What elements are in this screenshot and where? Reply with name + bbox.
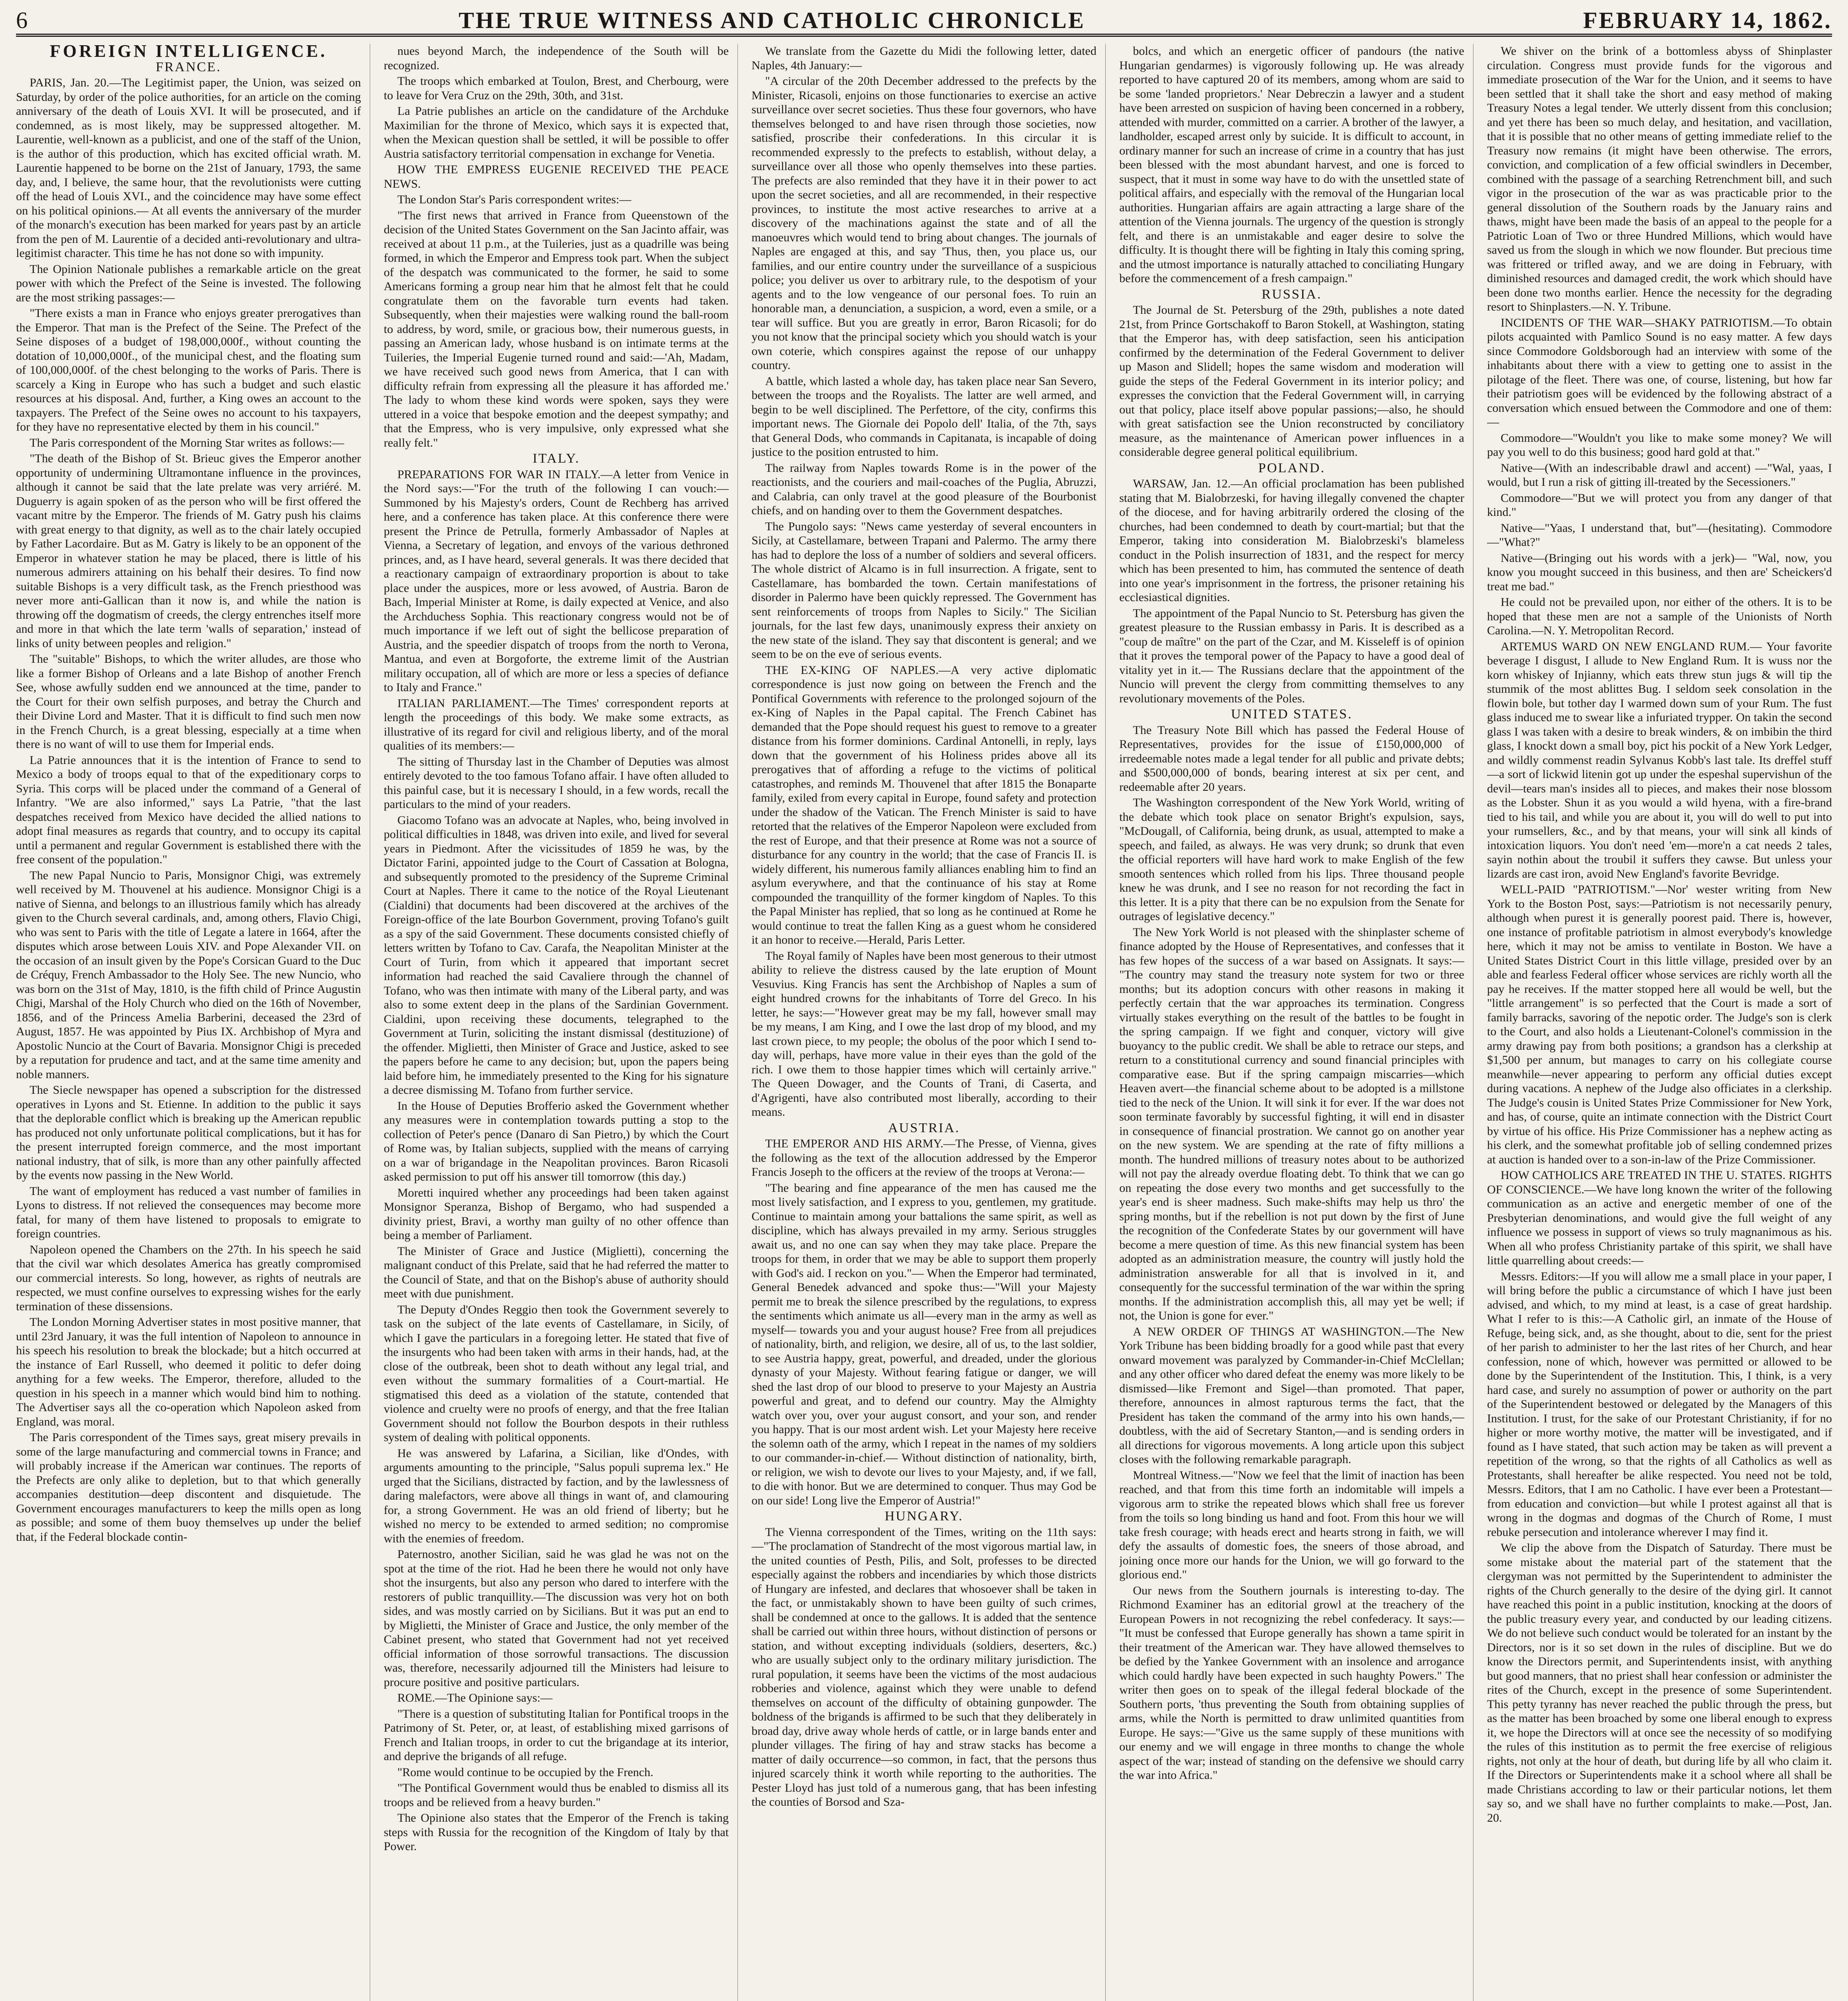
article-paragraph: "The bearing and fine appearance of the men has caused me the most lively satisfaction, and I express to you, gentlemen, my gratitude. Continue to maintain among your battalions the same spirit, as well as discipline, which has always prevailed in my army. Serious struggles await us, and no one can say when they may take place. Prepare the troops for them, in order that we may be able to support them properly with God's aid. I reckon on you."— When the Emperor had terminated, General Benedek advanced and spoke thus:—"Will your Majesty permit me to break the silence prescribed by the regulations, to express the sentiments which animate us all—every man in the army as well as myself— towards you and your august house? Free from all prejudices of nationality, birth, and religion, we desire, all of us, to the last soldier, to see Austria happy, great, powerful, and dreaded, under the glorious dynasty of your Majesty. Without fearing fatigue or danger, we will shed the last drop of our blood to preserve to your Majesty an Austria powerful and great, and to defend our country. May the Almighty watch over you, over your august consort, and your son, and render you happy. That is our most ardent wish. Let your Majesty here receive the solemn oath of the army, which I repeat in the names of my soldiers to our commander-in-chief.— Without distinction of nationality, birth, or religion, we wish to devote our lives to your Majesty, and, if we fall, to die with honor. But we are determined to conquer. Thus may God be on our side! Long live the Emperor of Austria!" <box>752 1181 1096 1507</box>
section-subheading: ITALY. <box>533 451 580 466</box>
article-paragraph: Napoleon opened the Chambers on the 27th. In his speech he said that the civil war which desolates America has greatly compromised our commercial interests. So long, however, as rights of neutrals are respected, we must confine ourselves to expressing wishes for the early termination of these dissensions. <box>16 1243 361 1313</box>
article-paragraph: The London Star's Paris correspondent writes:— <box>397 193 631 206</box>
article-paragraph: "The first news that arrived in France from Queenstown of the decision of the United States Government on the San Jacinto affair, was received at about 11 p.m., at the Tuileries, just as a quadrille was being formed, in which the Emperor and Empress took part. When the subject of the despatch was communicated to the former, he said to some Americans forming a group near him that he almost felt that he could congratulate them on the favorable turn events had taken. Subsequently, when their majesties were walking round the ball-room to address, by word, smile, or gracious bow, their numerous guests, in passing an American lady, whose husband is on intimate terms at the Tuileries, the Imperial Eugenie turned round and said:—'Ah, Madam, we have received such good news from America, that I can with difficulty refrain from expressing all the pleasure it has afforded me.' The lady to whom these kind words were spoken, says they were uttered in a voice that bespoke emotion and the deepest sympathy; and that the Empress, who is very impulsive, only expressed what she really felt." <box>384 209 729 449</box>
article-paragraph: PARIS, Jan. 20.—The Legitimist paper, the Union, was seized on Saturday, by order of the police authorities, for an article on the coming anniversary of the death of Louis XVI. It will be prosecuted, and if condemned, as is most likely, may be suppressed altogether. M. Laurentie, well-known as a publicist, and one of the staff of the Union, is the author of this production, which has excited official wrath. M. Laurentie happened to be borne on the 21st of January, 1793, the same day, and, I believe, the same hour, that the revolutionists were cutting off the head of Louis XVI., and the coincidence may have some effect on his political opinions.— At all events the anniversary of the murder of the monarch's execution has been marked for years past by an article from the pen of M. Laurentie of a decided anti-revolutionary and ultra-legitimist character. This time he has not done so with impunity. <box>16 76 361 260</box>
article-paragraph: Moretti inquired whether any proceedings had been taken against Monsignor Speranza, Bishop of Bergamo, who had suspended a divinity priest, Bravi, a worthy man guilty of no other offence than being a member of Parliament. <box>384 1186 729 1242</box>
column-5 <box>1487 44 1832 2001</box>
article-paragraph: HOW CATHOLICS ARE TREATED IN THE U. STATES. RIGHTS OF CONSCIENCE.—We have long known the writer of the following communication as an active and energetic member of one of the Presbyterian denominations, and would give the full weight of any influence we possess in support of views so truly magnanimous as his. When all who profess Christianity partake of this spirit, we shall have little quarrelling about creeds:— <box>1487 1169 1832 1267</box>
article-paragraph: The appointment of the Papal Nuncio to St. Petersburg has given the greatest pleasure to the Russian embassy in Paris. It is described as a "coup de maître" on the part of the Czar, and M. Kisseleff is of opinion that it proves the temporal power of the Papacy to have a good deal of vitality yet in it.— The Russians declare that the appointment of the Nuncio will prevent the clergy from committing themselves to any revolutionary movements of the Poles. <box>1119 606 1464 705</box>
article-paragraph: Native—(With an indescribable drawl and accent) —"Wal, yaas, I would, but I run a risk of gitting ill-treated by the Secessioners." <box>1487 461 1832 489</box>
article-paragraph: The Siecle newspaper has opened a subscription for the distressed operatives in Lyons and St. Etienne. In addition to the public it says that the deplorable conflict which is breaking up the American republic has produced not only unfortunate political complications, but it has for the present interrupted foreign commerce, and the most important national industry, that of silk, is more than any other painfully affected by the events now passing in the New World. <box>16 1083 361 1182</box>
article-paragraph: ITALIAN PARLIAMENT.—The Times' correspondent reports at length the proceedings of this body. We make some extracts, as illustrative of its regard for civil and religious liberty, and of the moral qualities of its members:— <box>384 696 729 752</box>
article-paragraph: THE EMPEROR AND HIS ARMY.—The Presse, of Vienna, gives the following as the text of the allocution addressed by the Emperor Francis Joseph to the officers at the review of the troops at Verona:— <box>752 1137 1096 1179</box>
article-paragraph: WARSAW, Jan. 12.—An official proclamation has been published stating that M. Bialobrzeski, for having illegally convened the chapter of the diocese, and for having arbitrarily ordered the closing of the churches, had been condemned to death by court-martial; but that the Emperor, taking into consideration M. Bialobrzeski's blameless conduct in the Polish insurrection of 1831, and the respect for mercy which has been presented to him, has commuted the sentence of death into one year's imprisonment in the fortress, the prisoner retaining his ecclesiastical dignities. <box>1119 477 1464 604</box>
article-paragraph: A NEW ORDER OF THINGS AT WASHINGTON.—The New York Tribune has been bidding broadly for a good while past that every onward movement was paralyzed by Commander-in-Chief McClellan; and any other officer who dared defeat the enemy was more likely to be dismissed—like Fremont and Sigel—than promoted. That paper, therefore, announces in almost rapturous terms the fact, that the President has taken the command of the army into his own hands,—doubtless, with the aid of Secretary Stanton,—and is sending orders in all directions for vigorous movements. A long article upon this subject closes with the following remarkable paragraph. <box>1119 1325 1464 1466</box>
article-paragraph: The new Papal Nuncio to Paris, Monsignor Chigi, was extremely well received by M. Thouvenel at his audience. Monsignor Chigi is a native of Sienna, and belongs to an illustrious family which has already given to the Church several cardinals, and, among others, Flavio Chigi, who was sent to Paris with the title of Legate a latere in 1664, after the disputes which arose between Louis XIV. and Pope Alexander VII. on the occasion of an insult given by the Pope's Corsican Guard to the Duc de Créquy, French Ambassador to the Holy See. The new Nuncio, who was born on the 31st of May, 1810, is the fifth child of Prince Augustin Chigi, Marshal of the Holy Church who died on the 16th of November, 1856, and of the Princess Amelia Barberini, deceased the 23rd of August, 1857. He was appointed by Pius IX. Archbishop of Myra and Apostolic Nuncio at the Court of Bavaria. Monsignor Chigi is preceded by a reputation for prudence and tact, and at the same time amenity and noble manners. <box>16 868 361 1081</box>
column-3 <box>752 44 1106 2001</box>
section-subheading: RUSSIA. <box>1261 287 1322 302</box>
article-paragraph: "A circular of the 20th December addressed to the prefects by the Minister, Ricasoli, enjoins on those functionaries to exercise an active surveillance over secret societies. Thus these four governors, who have themselves belonged to and have risen through those societies, now satisfied, proscribe their confederations. In this circular it is recommended expressly to the prefects to establish, without delay, a surveillance over all those who openly themselves into these parties. The prefects are also reminded that they have it in their power to act upon the secret societies, and all are recommended, in their respective provinces, to institute the most active researches to arrive at a discovery of the machinations against the state and of all the manoeuvres which would tend to bring about changes. The journals of Naples are engaged at this, and say 'Thus, then, you place us, our families, and our entire country under the surveillance of a suspicious police; you deliver us over to arbitrary rule, to the despotism of your agents and to the low vengeance of our personal foes. To ruin an honorable man, a denunciation, a suspicion, a word, even a smile, or a tear will suffice. But you are greatly in error, Baron Ricasoli; for do you not know that the principal society which you should watch is your own coterie, which conspires against the repose of our unhappy country. <box>752 74 1096 372</box>
article-paragraph: The want of employment has reduced a vast number of families in Lyons to distress. If not relieved the consequences may become more fatal, for many of them have listened to proposals to emigrate to foreign countries. <box>16 1184 361 1240</box>
article-paragraph: We clip the above from the Dispatch of Saturday. There must be some mistake about the material part of the statement that the clergyman was not permitted by the Superintendent to administer the rights of the Church generally to the desire of the dying girl. It cannot have reached this point in a public institution, knocking at the doors of the public treasury every year, and conducted by our leading citizens. We do not believe such conduct would be tolerated for an instant by the Directors, nor is it so set down in the rules of discipline. But we do know the Directors permit, and Superintendents insist, with anything but good manners, that no priest shall hear confession or administer the rites of the Church, except in the presence of some Superintendent. This petty tyranny has never reached the public through the press, but as the matter has been broached by some one liberal enough to express it, we hope the Directors will at once see the necessity of so modifying the rules of this institution as to permit the free exercise of religious rights, not only at the hour of death, but during life by all who claim it. If the Directors or Superintendents make it a school where all shall be made Christians according to law or their particular notions, let them say so, and we shall have no further complaints to make.—Post, Jan. 20. <box>1487 1541 1832 1825</box>
section-heading: FOREIGN INTELLIGENCE. <box>50 44 327 61</box>
column-4 <box>1119 44 1473 2001</box>
section-subheading: POLAND. <box>1258 460 1325 475</box>
article-paragraph: The troops which embarked at Toulon, Brest, and Cherbourg, were to leave for Vera Cruz on the 29th, 30th, and 31st. <box>384 74 729 102</box>
article-paragraph: The Minister of Grace and Justice (Miglietti), concerning the malignant conduct of this Prelate, said that he had referred the matter to the Council of State, and that on the Bishop's abuse of authority should meet with due punishment. <box>384 1244 729 1300</box>
column-1 <box>16 44 370 2001</box>
article-paragraph: WELL-PAID "PATRIOTISM."—Nor' wester writing from New York to the Boston Post, says:—Patriotism is not necessarily penury, although when purest it is generally poorest paid. There is, however, one instance of profitable patriotism in almost everybody's knowledge here, which it may not be amiss to ventilate in Boston. We have a United States District Court in this little village, presided over by an able and fearless Federal officer whose services are richly worth all the pay he receives. If the matter stopped here all would be well, but the "little arrangement" is so perfected that the Court is made a sort of family barracks, savoring of the nepotic order. The Judge's son is clerk to the Court, and also holds a Lieutenant-Colonel's commission in the army drawing pay from both positions; a grandson has a clerkship at $1,500 per annum, but manages to carry on his collegiate course meanwhile—never appearing to perform any official duties except during vacations. A nephew of the Judge also officiates in a clerkship. The Judge's cousin is United States Prize Commissioner for New York, and has, of course, quite an intimate connection with the District Court by virtue of his office. His Prize Commissioner has a nephew acting as his clerk, and the somewhat profitable job of selling condemned prizes at auction is handed over to a son-in-law of the Prize Commissioner. <box>1487 883 1832 1166</box>
article-paragraph: The Washington correspondent of the New York World, writing of the debate which took place on senator Bright's expulsion, says, "McDougall, of California, being drunk, as usual, attempted to make a speech, and failed, as always. He was very drunk; so drunk that even the official reporters will have hard work to make English of the few smooth sentences which rolled from his lips. Three thousand people knew he was drunk, and I see no reason for not recording the fact in this letter. It is a pity that there can be no expulsion from the Senate for outrages of legislative decency." <box>1119 796 1464 923</box>
article-paragraph: The Journal de St. Petersburg of the 29th, publishes a note dated 21st, from Prince Gortschakoff to Baron Stokell, at Washington, stating that the Emperor has, with deep satisfaction, seen his anticipation confirmed by the determination of the Federal Government to deliver up Mason and Slidell; hopes the same wisdom and moderation will guide the steps of the Federal Government in its interior policy; and expresses the conviction that the Federal Government will, in carrying out that policy, place itself above popular passions;—also, he should with great satisfaction see the Union reconstructed by conciliatory measure, as the maintenance of American power influences in a considerable degree general political equilibrium. <box>1119 303 1464 459</box>
article-paragraph: bolcs, and which an energetic officer of pandours (the native Hungarian gendarmes) is vigorously following up. He was already reported to have captured 20 of its members, among whom are said to be some 'landed proprietors.' Near Debreczin a lawyer and a student have been arrested on suspicion of having been concerned in a robbery, attended with murder, committed on a carrier. A brother of the lawyer, a landholder, escaped arrest only by suicide. It is difficult to account, in ordinary manner for such an increase of crime in a country that has just been blessed with the most abundant harvest, and one is forced to suspect, that it must in some way have to do with the unsettled state of political affairs, and especially with the removal of the Hungarian local authorities. Hungarian affairs are again attracting a large share of the attention of the Vienna journals. The urgency of the question is strongly felt, and there is an unmistakable and eager desire to solve the difficulty. It is thought there will be fighting in Italy this coming spring, and the utmost importance is naturally attached to conciliating Hungary before the commencement of a fresh campaign." <box>1119 44 1464 285</box>
page-number: 6 <box>16 7 29 33</box>
article-paragraph: He was answered by Lafarina, a Sicilian, like d'Ondes, with arguments amounting to the principle, "Salus populi suprema lex." He urged that the Sicilians, distracted by faction, and by the lawlessness of daring malefactors, were above all things in want of, and clamouring for, a strong Government. He was an old friend of liberty; but he wished no mercy to be extended to armed sedition; no compromise with the enemies of freedom. <box>384 1446 729 1545</box>
article-paragraph: "Rome would continue to be occupied by the French. <box>397 1765 653 1779</box>
article-paragraph: He could not be prevailed upon, nor either of the others. It is to be hoped that these men are not a sample of the Unionists of North Carolina.—N. Y. Metropolitan Record. <box>1487 595 1832 637</box>
article-paragraph: "There exists a man in France who enjoys greater prerogatives than the Emperor. That man is the Prefect of the Seine. The Prefect of the Seine disposes of a budget of 198,000,000f., without counting the dotation of 10,000,000f., of the municipal chest, and the floating sum of 100,000,000f. of the chest belonging to the works of Paris. There is scarcely a King in Europe who has such a budget and such elastic resources at his disposal. And, further, a King owes an account to the taxpayers. The Prefect of the Seine owes no account to his taxpayers, for they have no representative elected by them in his council." <box>16 307 361 433</box>
newspaper-title: THE TRUE WITNESS AND CATHOLIC CHRONICLE <box>458 7 1086 33</box>
article-paragraph: La Patrie announces that it is the intention of France to send to Mexico a body of troops equal to that of the expeditionary corps to Syria. This corps will be placed under the command of a General of Infantry. "We are also informed," says La Patrie, "that the last despatches received from Mexico have decided the allied nations to adopt final measures as regards that country, and to occupy its capital until a permanent and regular Government is established there with the free consent of the population." <box>16 753 361 866</box>
article-paragraph: The Opinion Nationale publishes a remarkable article on the great power with which the Prefect of the Seine is invested. The following are the most striking passages:— <box>16 262 361 304</box>
article-paragraph: The Paris correspondent of the Times says, great misery prevails in some of the large manufacturing and commercial towns in France; and will probably increase if the American war continues. The reports of the Prefects are only alike to depletion, but to that which generally accompanies destitution—deep discontent and disquietude. The Government encourages manufacturers to keep the mills open as long as possible; and some of them buoy themselves up under the belief that, if the Federal blockade contin- <box>16 1431 361 1544</box>
article-paragraph: The sitting of Thursday last in the Chamber of Deputies was almost entirely devoted to the too famous Tofano affair. I have often alluded to this painful case, but it is necessary I should, in a few words, recall the particulars to the mind of your readers. <box>384 755 729 811</box>
article-paragraph: The Royal family of Naples have been most generous to their utmost ability to relieve the distress caused by the late eruption of Mount Vesuvius. King Francis has sent the Archbishop of Naples a sum of eight hundred crowns for the inhabitants of Torre del Greco. In his letter, he says:—"However great may be my fall, however small may be my means, I am King, and I owe the last drop of my blood, and my last crown piece, to my people; the obolus of the poor which I send to-day will, perhaps, have more value in their eyes than the gold of the rich. I owe them to those happier times which will certainly arrive." The Queen Dowager, and the Counts of Trani, di Caserta, and d'Agrigenti, have also contributed most liberally, according to their means. <box>752 949 1096 1119</box>
section-subheading: AUSTRIA. <box>888 1120 960 1135</box>
article-paragraph: ROME.—The Opinione says:— <box>397 1691 553 1704</box>
article-paragraph: Giacomo Tofano was an advocate at Naples, who, being involved in political difficulties in 1848, was driven into exile, and lived for several years in Piedmont. After the vicissitudes of 1859 he was, by the Dictator Farini, appointed judge to the Court of Cassation at Bologna, and subsequently promoted to the presidency of the Supreme Criminal Court at Naples. There it came to the notice of the Royal Lieutenant (Cialdini) that documents had been discovered at the archives of the Foreign-office of the late Bourbon Government, proving Tofano's guilt as a spy of the said Government. These documents consisted chiefly of letters written by Tofano to Cav. Carafa, the Neapolitan Minister at the Court of Turin, from which it appeared that important secret information had reached the said Cavaliere through the channel of Tofano, who was then intimate with many of the Liberal party, and was also to some extent deep in the plans of the Sardinian Government. Cialdini, upon receiving these documents, telegraphed to the Government at Turin, soliciting the instant dismissal (destituzione) of the offender. Miglietti, then Minister of Grace and Justice, asked to see the papers before he came to any decision; but, upon the papers being laid before him, he immediately presented to the King for his signature a decree dismissing M. Tofano from further service. <box>384 813 729 1097</box>
article-paragraph: The Treasury Note Bill which has passed the Federal House of Representatives, provides for the issue of £150,000,000 of irredeemable notes made a legal tender for all public and private debts; and $500,000,000 of bonds, bearing interest at six per cent, and redeemable after 20 years. <box>1119 723 1464 794</box>
section-subheading: UNITED STATES. <box>1231 707 1353 722</box>
article-paragraph: "The Pontifical Government would thus be enabled to dismiss all its troops and be relieved from a heavy burden." <box>384 1781 729 1809</box>
section-subheading: HUNGARY. <box>884 1509 964 1524</box>
columns <box>16 44 1832 2001</box>
section-subheading: FRANCE. <box>156 59 221 74</box>
article-paragraph: Commodore—"But we will protect you from any danger of that kind." <box>1487 491 1832 519</box>
article-paragraph: THE EX-KING OF NAPLES.—A very active diplomatic correspondence is just now going on between the French and the Pontifical Governments with reference to the prolonged sojourn of the ex-King of Naples in the Papal capital. The French Cabinet has demanded that the Pope should request his guest to remove to a greater distance from his former dominions. Cardinal Antonelli, in reply, lays down that the government of his Holiness prides above all its prerogatives that of affording a refuge to the victims of political catastrophes, and reminds M. Thouvenel that after 1815 the Bonaparte family, exiled from every capital in Europe, found safety and protection under the shadow of the Vatican. The French Minister is said to have retorted that the relatives of the Emperor Napoleon were excluded from the rest of Europe, and that their presence at Rome was not a source of disturbance for any country in the world; that the case of Francis II. is widely different, his numerous family alliances enabling him to find an asylum everywhere, and that the continuance of his stay at Rome compounded the tranquillity of the former kingdom of Naples. To this the Papal Minister has replied, that so long as he continued at Rome he would continue to treat the fallen King as a guest whom he considered it an honor to receive.—Herald, Paris Letter. <box>752 663 1096 946</box>
article-paragraph: La Patrie publishes an article on the candidature of the Archduke Maximilian for the throne of Mexico, which says it is expected that, when the Mexican question shall be settled, it will be possible to offer Austria satisfactory territorial compensation in exchange for Venetia. <box>384 104 729 160</box>
article-paragraph: "The death of the Bishop of St. Brieuc gives the Emperor another opportunity of undermining Ultramontane influence in the provinces, although it cannot be said that the late prelate was very arriéré. M. Duguerry is again spoken of as the person who will be first offered the vacant mitre by the Emperor. The friends of M. Gatry push his claims with great energy to that dignity, as well as to the chair lately occupied by Father Lacordaire. But as M. Gatry is likely to be an opponent of the Emperor in whatever station he may be placed, there is little of his numerous admirers attaining on his behalf their desires. To find now suitable Bishops is a very difficult task, as the French priesthood was never more anti-Gallican than it now is, and while the nation is throwing off the dogmatism of creeds, the clergy entrenches itself more and more in that which the late term 'walls of separation,' instead of links of unity between peoples and religion." <box>16 452 361 650</box>
article-paragraph: nues beyond March, the independence of the South will be recognized. <box>384 44 729 72</box>
article-paragraph: ARTEMUS WARD ON NEW ENGLAND RUM.— Your favorite beverage I disgust, I allude to New England Rum. It is wuss nor the korn whiskey of Injianny, which eats threw stun jugs & will tip the stummik of the most ablittes Bug. I seldom seek consolation in the flowin bole, but tother day I warmed down sum of your Rum. The fust glass induced me to swear like a infuriated trypper. On takin the second glass I was taken with a desire to break winders, & on imbibin the third glass, I knockt down a small boy, pict his pockit of a New York Ledger, and wildly commenst readin Sylvanus Kobb's last tale. Its dreffel stuff—a sort of lickwid litenin got up under the espeshal supervishun of the devil—tears man's insides all to pieces, and makes their nose blossom as the Lobster. Shun it as you would a wild hyena, with a fire-brand tied to his tail, and while you are about it, you will do well to put into your rumsellers, &c., and by that means, your will sink all kinds of intoxication liquors. You don't need 'em—more'n a cat needs 2 tales, sayin nothin about the troubil it suffers they cawse. But unless your lizards are cast iron, avoid New England's favorite Bevridge. <box>1487 640 1832 880</box>
article-paragraph: PREPARATIONS FOR WAR IN ITALY.—A letter from Venice in the Nord says:—"For the truth of the following I can vouch:—Summoned by his Majesty's orders, Count de Rechberg has arrived here, and a conference has taken place. At this conference there were present the Prince de Petrulla, formerly Ambassador of Naples at Vienna, a Secretary of legation, and envoys of the various dethroned princes, and, as I have heard, several generals. It was there decided that a reactionary campaign of extraordinary proportion is about to take place under the auspices, more or less avowed, of Austria. Baron de Bach, Imperial Minister at Rome, is daily expected at Venice, and also the Archduchess Sophia. This reactionary congress would not be of much importance if we left out of sight the bellicose preparation of Austria, and the speedier dispatch of troops from the north to Verona, Mantua, and even at Borgoforte, the extreme limit of the Austrian military occupation, all of which are more or less a species of defiance to Italy and France." <box>384 467 729 694</box>
article-paragraph: Messrs. Editors:—If you will allow me a small place in your paper, I will bring before the public a circumstance of which I have just been advised, and which, to my mind at least, is a case of great hardship. What I refer to is this:—A Catholic girl, an inmate of the House of Refuge, being sick, and, as she thought, about to die, sent for the priest of her parish to administer to her the last rites of her Church, and hear confession, none of which, however was permitted or allowed to be done by the Superintendent of the Institution. This, I think, is a very hard case, and surely no assumption of power or authority on the part of the Superintendent bestowed or delegated by the Managers of this Institution. I trust, for the sake of our Protestant Christianity, if for no higher or more worthy motive, the matter will be investigated, and if found as I have stated, that such action may be taken as will prevent a repetition of the wrong, so that the rights of all Catholics as well as Protestants, shall hereafter be alike respected. You need not be told, Messrs. Editors, that I am no Catholic. I have ever been a Protestant—from education and conviction—but while I protest against all that is wrong in the dogmas and dogmas of the Church of Rome, I must rebuke persecution and intolerance wherever I may find it. <box>1487 1269 1832 1539</box>
article-paragraph: Our news from the Southern journals is interesting to-day. The Richmond Examiner has an editorial growl at the treachery of the European Powers in not recognizing the rebel confederacy. It says:— "It must be confessed that Europe generally has shown a tame spirit in their treatment of the American war. They have allowed themselves to be defied by the Yankee Government with an insolence and arrogance which could hardly have been expected in such haughty Powers." The writer then goes on to speak of the illegal federal blockade of the Southern ports, 'thus preventing the South from obtaining supplies of arms, while the North is permitted to draw unlimited quantities from Europe. He says:—"Give us the same supply of these munitions with our enemy and we will engage in three months to change the whole aspect of the war; instead of standing on the defensive we should carry the war into Africa." <box>1119 1584 1464 1782</box>
column-2 <box>384 44 738 2001</box>
article-paragraph: The Opinione also states that the Emperor of the French is taking steps with Russia for the recognition of the Kingdom of Italy by that Power. <box>384 1811 729 1853</box>
article-paragraph: Montreal Witness.—"Now we feel that the limit of inaction has been reached, and that from this time forth an indomitable will impels a vigorous arm to strike the repeated blows which shall free us forever from the toils so long binding us hand and foot. From this hour we will take fresh courage; with heads erect and hearts strong in faith, we will defy the assaults of domestic foes, the sneers of those abroad, and joining once more our hands for the Union, we will go forward to the glorious end." <box>1119 1468 1464 1581</box>
article-paragraph: INCIDENTS OF THE WAR—SHAKY PATRIOTISM.—To obtain pilots acquainted with Pamlico Sound is no easy matter. A few days since Commodore Goldsborough had an interview with some of the inhabitants about there with a view to getting one to assist in the pilotage of the fleet. There was one, of course, listening, but how far their patriotism goes will be evidenced by the following abstract of a conversation which ensued between the Commodore and one of them:— <box>1487 316 1832 429</box>
article-paragraph: We translate from the Gazette du Midi the following letter, dated Naples, 4th January:— <box>752 44 1096 72</box>
article-paragraph: Native—"Yaas, I understand that, but"—(hesitating). Commodore—"What?" <box>1487 521 1832 549</box>
article-paragraph: The Vienna correspondent of the Times, writing on the 11th says:—"The proclamation of Standrecht of the most vigorous martial law, in the united counties of Pesth, Pilis, and Solt, professes to be directed especially against the robbers and incendiaries by which those districts of Hungary are infested, and declares that whosoever shall be taken in the fact, or unmistakably shown to have been guilty of such crimes, shall be condemned at once to the gallows. It is added that the sentence shall be carried out within three hours, without distinction of persons or station, and without excepting individuals (soldiers, deserters, &c.) who are usually subject only to the ordinary military jurisdiction. The rural population, it seems have been the victims of the most audacious robberies and violence, against which they were unable to defend themselves on account of the difficulty of obtaining gunpowder. The boldness of the brigands is affirmed to be such that they deliberately in broad day, drive away whole herds of cattle, or in large bands enter and plunder villages. The firing of hay and straw stacks has become a matter of daily occurrence—so common, in fact, that the persons thus injured scarcely think it worth while reporting to the authorities. The Pester Lloyd has just told of a numerous gang, that has been infesting the counties of Borsod and Sza- <box>752 1525 1096 1809</box>
article-paragraph: The Deputy d'Ondes Reggio then took the Government severely to task on the subject of the late events of Castellamare, in Sicily, of which I gave the particulars in a foregoing letter. He stated that five of the insurgents who had been taken with arms in their hands, had, at the close of the outbreak, been shot to death without any legal trial, and even without the summary formalities of a Court-martial. He stigmatised this deed as a violation of the statute, contended that violence and cruelty were no proofs of energy, and that the free Italian Government should not follow the Bourbon despots in their ruthless system of dealing with political opponents. <box>384 1303 729 1444</box>
article-paragraph: Paternostro, another Sicilian, said he was glad he was not on the spot at the time of the riot. Had he been there he would not only have shot the insurgents, but also any person who dared to interfere with the restorers of public tranquillity.—The discussion was very hot on both sides, and was mostly carried on by Sicilians. But it was put an end to by Miglietti, the Minister of Grace and Justice, the only member of the Cabinet present, who stated that Government had not yet received official information of those sorrowful transactions. The discussion was, therefore, necessarily adjourned till the Ministers had leisure to procure positive and positive particulars. <box>384 1548 729 1689</box>
article-paragraph: The "suitable" Bishops, to which the writer alludes, are those who like a former Bishop of Orleans and a late Bishop of another French See, whose awfully sudden end we announced at the time, pander to the Court for their own selfish purposes, and betray the Church and their Divine Lord and Master. That it is difficult to find such men now in the French Church, is a great blessing, especially at a time when there is no want of will to use them for Imperial ends. <box>16 652 361 751</box>
issue-date: FEBRUARY 14, 1862. <box>1583 7 1832 33</box>
article-paragraph: The New York World is not pleased with the shinplaster scheme of finance adopted by the House of Representatives, and confesses that it has few hopes of the success of a war based on Assignats. It says:— "The country may stand the treasury note system for two or three months; but its adoption concurs with other reasons in making it perfectly certain that the war approaches its termination. Congress virtually stakes everything on the result of the battles to be fought in the spring campaign. If we fight and conquer, victory will give buoyancy to the public credit. We shall be able to retrace our steps, and return to a constitutional currency and sound financial principles with comparative ease. But if the spring campaign miscarries—which Heaven avert—the financial scheme about to be adopted is a millstone tied to the neck of the Union. It will sink it for ever. If the war does not soon terminate favorably by successful fighting, it will end in disaster in consequence of financial prostration. We cannot go on another year on the new system. We are spending at the rate of fifty millions a month. The hundred millions of treasury notes about to be authorized will not pay the already overdue floating debt. To think that we can go on repeating the dose every two months and get successfully to the year's end is sheer madness. Such make-shifts may help us thro' the spring months, but if the rebellion is not put down by the first of June the recognition of the Confederate States by our government will have become a mere question of time. As this new financial system has been adopted as an administration measure, the country will justly hold the administration answerable for all that is involved in it, and consequently for the successful termination of the war within the spring months. If the administration accomplish this, all may yet be well; if not, the Union is gone for ever." <box>1119 925 1464 1322</box>
masthead <box>16 6 1832 37</box>
article-paragraph: The Pungolo says: "News came yesterday of several encounters in Sicily, at Castellamare, between Trapani and Palermo. The army there has had to deplore the loss of a number of soldiers and several officers. The whole district of Alcamo is in full insurrection. A frigate, sent to Castellamare, has bombarded the town. Certain manifestations of disorder in Palermo have been quickly repressed. The Government has sent reinforcements of troops from Naples to Sicily." The Sicilian journals, for the last few days, unanimously express their anxiety on the new state of the island. They say that discontent is general; and we seem to be on the eve of serious events. <box>752 519 1096 661</box>
article-paragraph: We shiver on the brink of a bottomless abyss of Shinplaster circulation. Congress must provide funds for the vigorous and immediate prosecution of the War for the Union, and it seems to have been settled that it shall take the short and easy method of making Treasury Notes a legal tender. We utterly dissent from this conclusion; and yet there has been so much delay, and hesitation, and vacillation, that it is possible that no other means of getting immediate relief to the Treasury now remains (it might have been otherwise. The errors, conviction, and complication of a few official swindlers in December, combined with the passage of a searching Retrenchment bill, and such vigor in the prosecution of the war as was practicable prior to the general dissolution of the Southern roads by the January rains and thaws, might have been made the basis of an appeal to the people for a Patriotic Loan of Two or three Hundred Millions, which would have saved us from the slough in which we now flounder. But precious time was frittered or trifled away, and we are doing in February, with diminished resources and damaged credit, the work which should have been done two months earlier. Hence the necessity for the degrading resort to Shinplasters.—N. Y. Tribune. <box>1487 44 1832 313</box>
article-paragraph: A battle, which lasted a whole day, has taken place near San Severo, between the troops and the Royalists. The latter are well armed, and begin to be well disciplined. The Perfettore, of the city, confirms this important news. The Giornale dei Popolo dell' Italia, of the 7th, says that General Dods, who commands in Capitanata, is incapable of doing justice to the position entrusted to him. <box>752 374 1096 459</box>
article-paragraph: Native—(Bringing out his words with a jerk)— "Wal, now, you know you mought succeed in this business, and then are' Scheickers'd treat me bad." <box>1487 551 1832 593</box>
article-paragraph: Commodore—"Wouldn't you like to make some money? We will pay you well to do this business; good hard gold at that." <box>1487 431 1832 459</box>
article-paragraph: The Paris correspondent of the Morning Star writes as follows:— <box>30 436 344 449</box>
article-paragraph: "There is a question of substituting Italian for Pontifical troops in the Patrimony of St. Peter, or, at least, of establishing mixed garrisons of French and Italian troops, in order to cut the brigandage at its interior, and deprive the brigands of all refuge. <box>384 1707 729 1763</box>
article-paragraph: The railway from Naples towards Rome is in the power of the reactionists, and the couriers and mail-coaches of the Puglia, Abruzzi, and Calabria, can only travel at the good pleasure of the Bourbonist chiefs, and on handing over to them the Government despatches. <box>752 461 1096 517</box>
article-headline: HOW THE EMPRESS EUGENIE RECEIVED THE PEACE NEWS. <box>384 163 729 190</box>
article-paragraph: In the House of Deputies Brofferio asked the Government whether any measures were in contemplation towards putting a stop to the collection of Peter's pence (Danaro di San Pietro,) by which the Court of Rome was, by Italian subjects, supplied with the means of carrying on a war of brigandage in the Neapolitan provinces. Baron Ricasoli asked permission to put off his answer till tomorrow (this day.) <box>384 1099 729 1183</box>
article-paragraph: The London Morning Advertiser states in most positive manner, that until 23rd January, it was the full intention of Napoleon to announce in his speech his resolution to break the blockade; but a hitch occurred at the instance of Earl Russell, who deemed it politic to defer doing anything for a few weeks. The Emperor, therefore, alluded to the question in his speech in a manner which would bind him to nothing. The Advertiser says all the co-operation which Napoleon asked from England, was moral. <box>16 1315 361 1428</box>
